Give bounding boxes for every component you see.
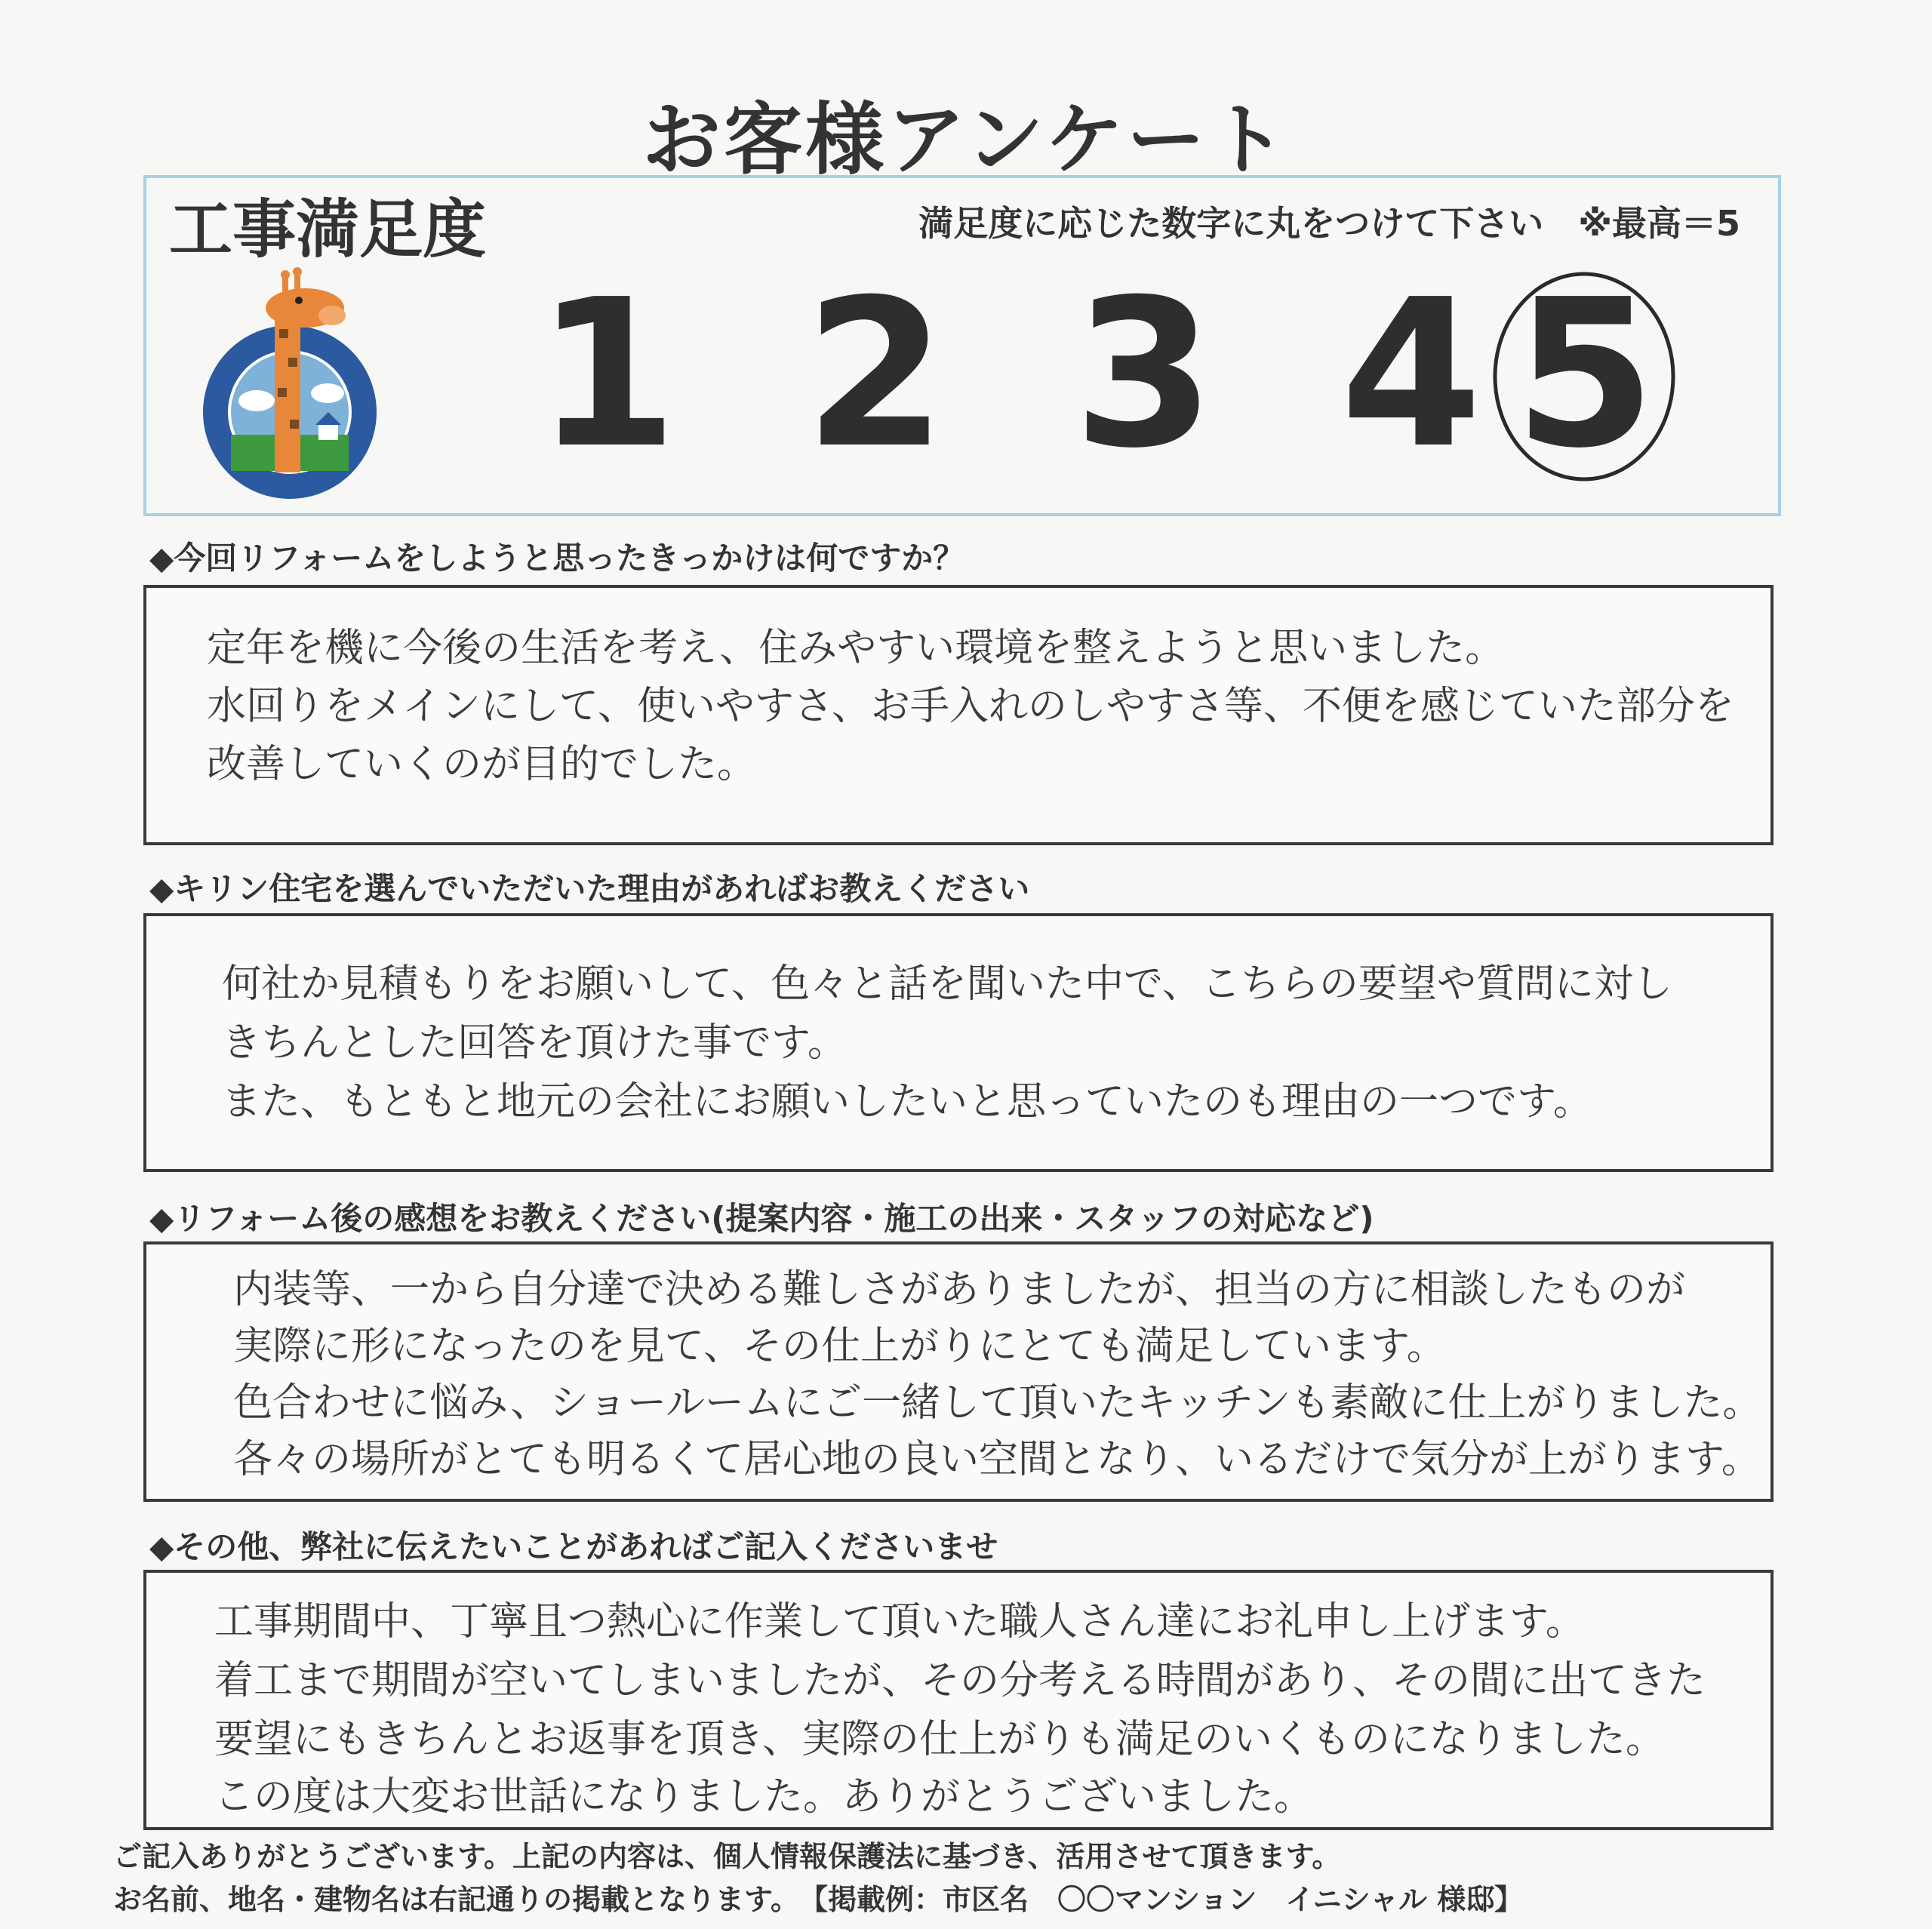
giraffe-logo — [184, 261, 411, 503]
answer-line: 工事期間中、丁寧且つ熱心に作業して頂いた職人さん達にお礼申し上げます。 — [214, 1599, 1585, 1644]
rating-instruction: 満足度に応じた数字に丸をつけて下さい ※最高＝5 — [918, 203, 1740, 244]
question-1-heading: ◆今回リフォームをしようと思ったきっかけは何ですか？ — [149, 540, 965, 577]
answer-line: この度は大変お世話になりました。ありがとうございました。 — [214, 1774, 1314, 1820]
answer-line: きちんとした回答を頂けた事です。 — [222, 1020, 847, 1066]
rating-option-1[interactable]: 1 — [536, 255, 678, 493]
satisfaction-rating-panel — [143, 175, 1781, 516]
rating-heading: 工事満足度 — [169, 192, 487, 266]
question-3-answer-box — [143, 1241, 1774, 1502]
answer-line: 改善していくのが目的でした。 — [207, 742, 757, 787]
question-2-answer-box — [143, 913, 1774, 1172]
question-4-heading: ◆その他、弊社に伝えたいことがあればご記入くださいませ — [149, 1528, 998, 1565]
answer-line: 着工まで期間が空いてしまいましたが、その分考える時間があり、その間に出てきた — [214, 1658, 1706, 1703]
answer-line: 実際に形になったのを見て、その仕上がりにとても満足しています。 — [233, 1324, 1446, 1369]
rating-option-3[interactable]: 3 — [1073, 255, 1215, 493]
answer-line: 何社か見積もりをお願いして、色々と話を聞いた中で、こちらの要望や質問に対し — [222, 961, 1672, 1007]
answer-line: 要望にもきちんとお返事を頂き、実際の仕上がりも満足のいくものになりました。 — [214, 1717, 1665, 1762]
rating-option-4[interactable]: 4 — [1340, 255, 1482, 493]
page-title: お客様アンケート — [642, 94, 1290, 186]
question-3-heading: ◆リフォーム後の感想をお教えください(提案内容・施工の出来・スタッフの対応など) — [149, 1200, 1374, 1237]
question-4-answer-box — [143, 1570, 1774, 1830]
question-1-answer-box — [143, 585, 1774, 845]
answer-line: 内装等、一から自分達で決める難しさがありましたが、担当の方に相談したものが — [233, 1267, 1686, 1312]
selected-rating-circle — [1490, 255, 1678, 493]
rating-option-5[interactable]: 5 — [1514, 255, 1656, 493]
answer-line: 水回りをメインにして、使いやすさ、お手入れのしやすさ等、不便を感じていた部分を — [207, 684, 1734, 729]
footer-note-2: お名前、地名・建物名は右記通りの掲載となります。 【掲載例：市区名 〇〇マンション イニシャル 様邸】 — [113, 1883, 1524, 1916]
question-2-heading: ◆キリン住宅を選んでいただいた理由があればお教えください — [149, 870, 1030, 907]
footer-note-1: ご記入ありがとうございます。上記の内容は、個人情報保護法に基づき、活用させて頂きます。 — [113, 1840, 1341, 1873]
rating-option-2[interactable]: 2 — [804, 255, 946, 493]
answer-line: 色合わせに悩み、ショールームにご一緒して頂いたキッチンも素敵に仕上がりました。 — [233, 1380, 1762, 1426]
answer-line: 各々の場所がとても明るくて居心地の良い空間となり、いるだけで気分が上がります。 — [233, 1437, 1761, 1482]
answer-line: 定年を機に今後の生活を考え、住みやすい環境を整えようと思いました。 — [207, 626, 1505, 671]
answer-line: また、もともと地元の会社にお願いしたいと思っていたのも理由の一つです。 — [222, 1079, 1592, 1124]
